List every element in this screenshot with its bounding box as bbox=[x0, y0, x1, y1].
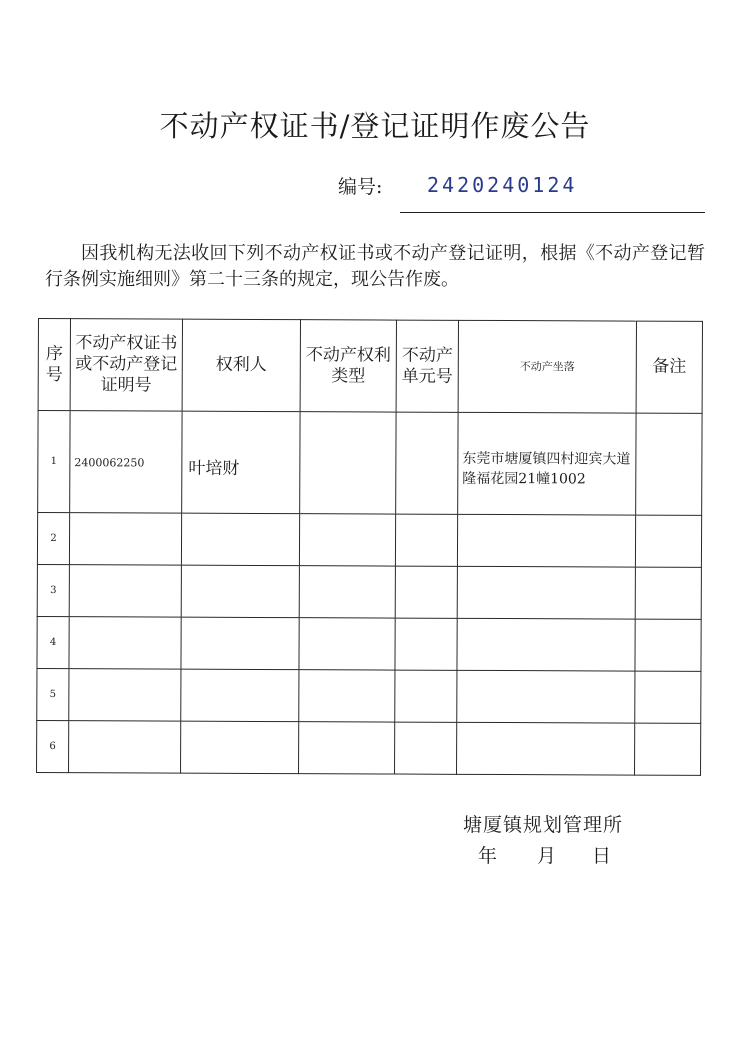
row-right-type bbox=[299, 722, 395, 774]
row-cert-no bbox=[69, 669, 181, 721]
header-remark: 备注 bbox=[636, 321, 702, 413]
row-right-type bbox=[299, 618, 395, 670]
header-seq: 序号 bbox=[38, 319, 70, 411]
row-seq: 6 bbox=[37, 720, 69, 772]
row-owner bbox=[181, 721, 299, 774]
row-right-type bbox=[300, 412, 396, 514]
row-unit-no bbox=[396, 412, 458, 514]
row-seq: 1 bbox=[38, 411, 70, 513]
table-row bbox=[38, 411, 702, 516]
date-month: 月 bbox=[537, 845, 557, 867]
row-right-type bbox=[299, 566, 395, 618]
serial-underline bbox=[400, 212, 705, 213]
serial-label: 编号: bbox=[338, 176, 383, 198]
row-unit-no bbox=[395, 618, 457, 670]
table-row bbox=[37, 720, 701, 775]
row-unit-no bbox=[395, 566, 457, 618]
notice-paragraph: 因我机构无法收回下列不动产权证书或不动产登记证明，根据《不动产登记暂行条例实施细则》第二十三条的规定，现公告作废。 bbox=[45, 243, 705, 290]
row-seq: 4 bbox=[37, 616, 69, 668]
row-remark bbox=[635, 515, 701, 567]
row-location bbox=[457, 618, 635, 671]
row-location bbox=[457, 566, 635, 619]
page-title: 不动产权证书/登记证明作废公告 bbox=[159, 109, 591, 143]
row-unit-no bbox=[395, 670, 457, 722]
serial-number: 2420240124 bbox=[427, 173, 578, 197]
header-location: 不动产坐落 bbox=[458, 320, 636, 413]
row-right-type bbox=[299, 670, 395, 722]
table-row bbox=[37, 616, 701, 671]
row-remark bbox=[636, 413, 702, 515]
row-unit-no bbox=[395, 514, 457, 566]
header-right-type: 不动产权利类型 bbox=[300, 320, 396, 412]
row-right-type bbox=[299, 514, 395, 566]
header-unit-no: 不动产单元号 bbox=[396, 320, 458, 412]
row-unit-no bbox=[395, 722, 457, 774]
row-cert-no bbox=[69, 721, 181, 773]
table-row bbox=[37, 513, 701, 568]
row-owner bbox=[181, 513, 299, 566]
date-year: 年 bbox=[478, 845, 498, 867]
row-cert-no bbox=[69, 617, 181, 669]
row-cert-no: 2400062250 bbox=[70, 411, 182, 513]
row-seq: 3 bbox=[37, 564, 69, 616]
row-owner bbox=[181, 669, 299, 722]
row-location bbox=[457, 722, 635, 775]
certificate-table bbox=[36, 318, 703, 776]
row-owner bbox=[181, 617, 299, 670]
row-remark bbox=[635, 567, 701, 619]
row-location bbox=[457, 670, 635, 723]
row-owner bbox=[181, 565, 299, 618]
row-owner: 叶培财 bbox=[182, 411, 300, 514]
issuing-organization: 塘厦镇规划管理所 bbox=[463, 814, 624, 836]
header-owner: 权利人 bbox=[182, 319, 300, 412]
row-cert-no bbox=[69, 565, 181, 617]
row-seq: 2 bbox=[37, 513, 69, 565]
row-remark bbox=[635, 671, 701, 723]
date-line bbox=[478, 841, 611, 868]
row-seq: 5 bbox=[37, 668, 69, 720]
row-cert-no bbox=[69, 513, 181, 565]
row-location: 东莞市塘厦镇四村迎宾大道隆福花园21幢1002 bbox=[458, 412, 636, 515]
row-location bbox=[457, 514, 635, 567]
row-remark bbox=[635, 619, 701, 671]
table-row bbox=[37, 668, 701, 723]
table-header-row bbox=[38, 319, 702, 414]
row-remark bbox=[635, 723, 701, 775]
header-cert-no: 不动产权证书或不动产登记证明号 bbox=[70, 319, 182, 411]
table-row bbox=[37, 564, 701, 619]
date-day: 日 bbox=[592, 845, 612, 867]
